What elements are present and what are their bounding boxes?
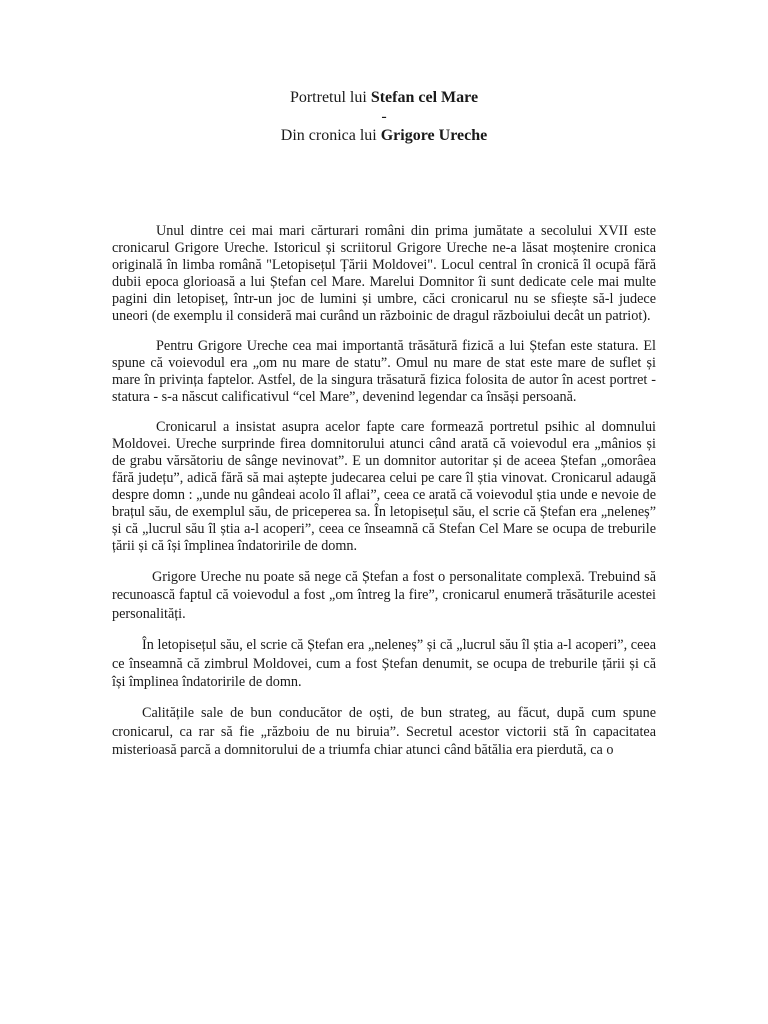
title-prefix-2: Din cronica lui [280, 127, 381, 144]
paragraph-letopiset: În letopisețul său, el scrie că Ștefan era „neleneș” și că „lucrul său îl știa a-l acoperi”, ceea ce înseamnă că zimbrul Moldovei, cum a fost Ștefan denumit, se ocupa de treburile țării și că își împlinea îndatoririle de domn. [112, 637, 656, 691]
paragraph-calitati: Calitățile sale de bun conducător de oști, de bun strateg, au făcut, după cum spune cronicarul, ca rar să fie „războiu de nu biruia”. Secretul acestor victorii stă în capacitatea misterioasă parcă a domnitorului de a triumfa chiar atunci când bătălia era pierdută, ca o [112, 705, 656, 759]
title-separator: - [381, 108, 387, 125]
paragraph-portret-psihic: Cronicarul a insistat asupra acelor fapte care formează portretul psihic al domnului Moldovei. Ureche surprinde firea domnitorului atunci când arată că voievodul era „mânios și de grabu vărsătoriu de sânge nevinovat”. E un domnitor autoritar și de aceea Ștefan „omorâea fără județu”, adică fără să mai aștepte judecarea celui pe care îl știa vinovat. Cronicarul adaugă despre domn : „unde nu gândeai acolo îl aflai”, ceea ce arată că voievodul știa unde e nevoie de brațul său, de exemplul său, de priceperea sa. În letopisețul său, el scrie că Ștefan era „neleneș” și că „lucrul său îl știa a-l acoperi”, ceea ce înseamnă că Stefan Cel Mare se ocupa de treburile țării și că își împlinea îndatoririle de domn. [112, 419, 656, 554]
title-author-ureche: Grigore Ureche [380, 127, 488, 144]
title-line-2 [0, 126, 768, 145]
title-line-1 [0, 88, 768, 107]
paragraph-personalitate: Grigore Ureche nu poate să nege că Ștefan a fost o personalitate complexă. Trebuind să recunoască faptul că voievodul a fost „om întreg la fire”, cronicarul enumeră trăsăturile acestei personalități. [112, 569, 656, 622]
document-title [0, 88, 768, 145]
title-subject-stefan: Stefan cel Mare [370, 89, 479, 106]
document-body [112, 223, 656, 773]
title-prefix-1: Portretul lui [289, 89, 371, 106]
paragraph-statura: Pentru Grigore Ureche cea mai importantă trăsătură fizică a lui Ștefan este statura. El spune că voievodul era „om nu mare de statu”. Omul nu mare de stat este mare de suflet și mare în privința faptelor. Astfel, de la singura trăsatură fizica folosita de autor în acest portret - statura - s-a născut calificativul “cel Mare”, devenind legendar ca însăși persoană. [112, 338, 656, 405]
paragraph-intro: Unul dintre cei mai mari cărturari români din prima jumătate a secolului XVII este cronicarul Grigore Ureche. Istoricul și scriitorul Grigore Ureche ne-a lăsat moștenire cronica originală în limba română "Letopisețul Țării Moldovei". Locul central în cronică îl ocupă fără dubii epoca glorioasă a lui Ștefan cel Mare. Marelui Domnitor îi sunt dedicate cele mai multe pagini din letopiseț, într-un joc de lumini și umbre, căci cronicarul nu se sfiește să-l judece uneori (de exemplu il consideră mai curând un războinic de dragul războiului decât un patriot). [112, 223, 656, 324]
